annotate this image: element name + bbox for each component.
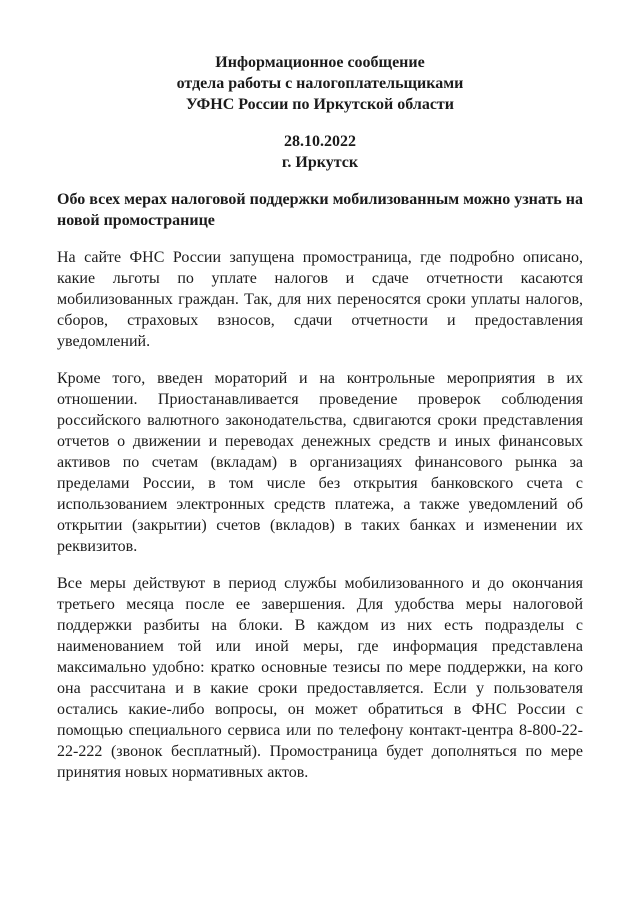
- document-date: 28.10.2022: [284, 133, 356, 150]
- header-org-line-3: УФНС России по Иркутской области: [185, 96, 454, 113]
- document-title: Обо всех мерах налоговой поддержки мобилизованным можно узнать на новой промостранице: [57, 191, 583, 229]
- paragraph-intro: На сайте ФНС России запущена промостраница, где подробно описано, какие льготы по уплате налогов и сдаче отчетности касаются мобилизованных граждан. Так, для них переносятся сроки уплаты налогов, сборов, страховых взносов, сдачи отчетности и предоставления уведомлений.: [57, 249, 583, 350]
- header-org-line-2: отдела работы с налогоплательщиками: [176, 75, 464, 92]
- header-org-line-1: Информационное сообщение: [215, 54, 425, 71]
- paragraph-duration-contacts: Все меры действуют в период службы мобилизованного и до окончания третьего месяца после ее завершения. Для удобства меры налоговой поддержки разбиты на блоки. В каждом из них есть подразделы с наименованием той или иной меры, где информация представлена максимально удобно: кратко основные тезисы по мере поддержки, на кого она рассчитана и в какие сроки предоставляется. Если у пользователя остались какие-либо вопросы, он может обратиться в ФНС России с помощью специального сервиса или по телефону контакт-центра 8-800-22-22-222 (звонок бесплатный). Промостраница будет дополняться по мере принятия новых нормативных актов.: [57, 575, 583, 781]
- paragraph-moratorium: Кроме того, введен мораторий и на контрольные мероприятия в их отношении. Приостанавливается проведение проверок соблюдения российского валютного законодательства, сдвигаются сроки представления отчетов о движении и переводах денежных средств и иных финансовых активов по счетам (вкладам) в организациях финансового рынка за пределами России, в том числе без открытия банковского счета с использованием электронных средств платежа, а также уведомлений об открытии (закрытии) счетов (вкладов) в таких банках и изменении их реквизитов.: [57, 370, 583, 555]
- document-city: г. Иркутск: [281, 154, 359, 171]
- document-meta: [57, 131, 583, 173]
- document-header: [57, 52, 583, 115]
